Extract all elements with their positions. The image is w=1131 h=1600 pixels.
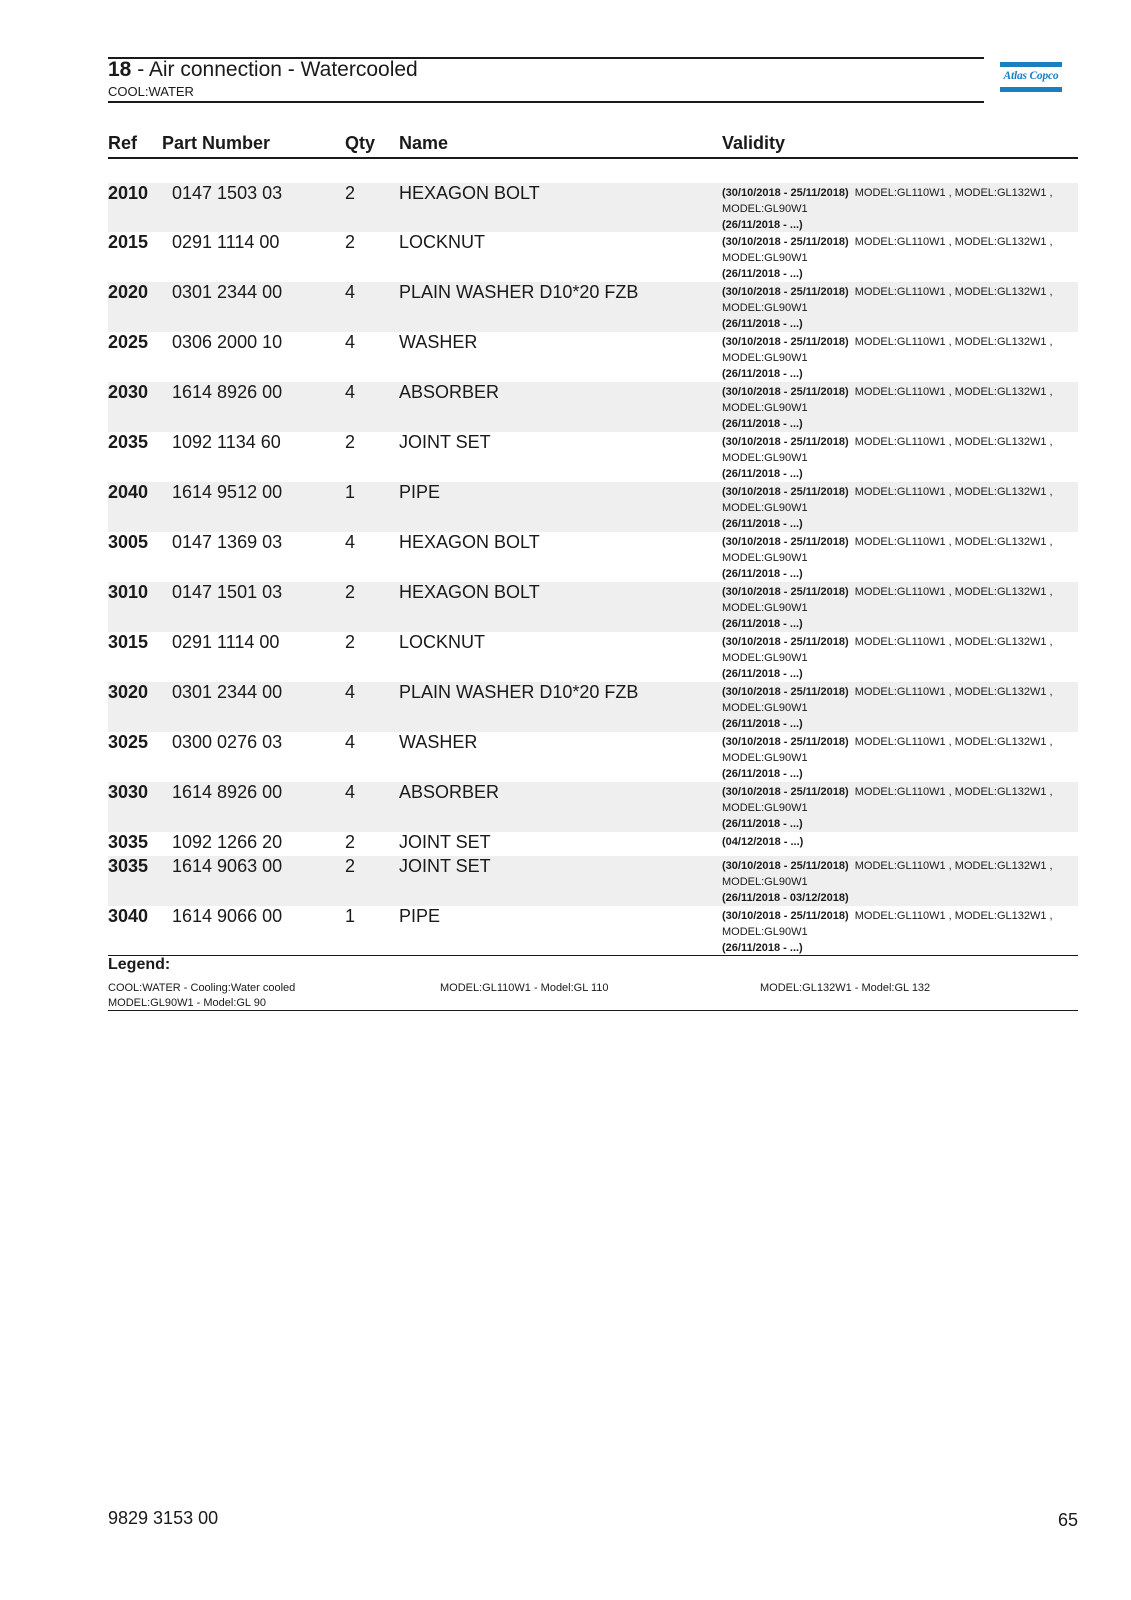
validity-date-range: (30/10/2018 - 25/11/2018) bbox=[722, 236, 849, 248]
table-row bbox=[108, 532, 1078, 582]
row-name: HEXAGON BOLT bbox=[399, 532, 540, 552]
row-qty: 1 bbox=[345, 482, 356, 502]
row-qty: 1 bbox=[345, 906, 356, 926]
column-header-validity: Validity bbox=[722, 133, 786, 153]
legend-bottom-rule bbox=[108, 1010, 1078, 1011]
row-name: WASHER bbox=[399, 332, 478, 352]
row-validity bbox=[722, 234, 1062, 282]
table-row bbox=[108, 906, 1078, 955]
row-part-number: 0301 2344 00 bbox=[172, 682, 283, 702]
row-name: PIPE bbox=[399, 482, 441, 502]
validity-models-cont: MODEL:GL90W1 bbox=[722, 652, 808, 664]
row-part-number: 0147 1369 03 bbox=[172, 532, 283, 552]
validity-models: MODEL:GL110W1 , MODEL:GL132W1 , bbox=[854, 336, 1053, 348]
validity-models-cont: MODEL:GL90W1 bbox=[722, 302, 808, 314]
validity-models-cont: MODEL:GL90W1 bbox=[722, 926, 808, 938]
row-name: ABSORBER bbox=[399, 382, 500, 402]
row-validity bbox=[722, 684, 1062, 732]
table-row bbox=[108, 732, 1078, 782]
table-row bbox=[108, 682, 1078, 732]
row-part-number: 0306 2000 10 bbox=[172, 332, 283, 352]
row-qty: 2 bbox=[345, 232, 356, 252]
row-validity bbox=[722, 634, 1062, 682]
page-title: 18 - Air connection - Watercooled bbox=[108, 58, 418, 81]
validity-date-range: (30/10/2018 - 25/11/2018) bbox=[722, 536, 849, 548]
validity-date-range-2: (26/11/2018 - ...) bbox=[722, 718, 803, 730]
table-row bbox=[108, 432, 1078, 482]
row-qty: 2 bbox=[345, 632, 356, 652]
row-part-number: 0147 1501 03 bbox=[172, 582, 283, 602]
validity-date-range-2: (26/11/2018 - ...) bbox=[722, 518, 803, 530]
validity-models-cont: MODEL:GL90W1 bbox=[722, 552, 808, 564]
row-validity bbox=[722, 858, 1062, 906]
validity-models-cont: MODEL:GL90W1 bbox=[722, 252, 808, 264]
row-name: PLAIN WASHER D10*20 FZB bbox=[399, 682, 639, 702]
legend-item: MODEL:GL90W1 - Model:GL 90 bbox=[108, 997, 266, 1009]
validity-models-cont: MODEL:GL90W1 bbox=[722, 502, 808, 514]
table-row bbox=[108, 232, 1078, 282]
validity-date-range-2: (26/11/2018 - ...) bbox=[722, 768, 803, 780]
row-qty: 2 bbox=[345, 832, 356, 852]
validity-date-range-2: (26/11/2018 - ...) bbox=[722, 942, 803, 954]
validity-date-range: (30/10/2018 - 25/11/2018) bbox=[722, 686, 849, 698]
row-ref: 3020 bbox=[108, 682, 149, 702]
row-ref: 2030 bbox=[108, 382, 149, 402]
logo-top-bar bbox=[1000, 62, 1062, 67]
validity-models: MODEL:GL110W1 , MODEL:GL132W1 , bbox=[854, 436, 1053, 448]
validity-date-range: (30/10/2018 - 25/11/2018) bbox=[722, 436, 849, 448]
validity-models: MODEL:GL110W1 , MODEL:GL132W1 , bbox=[854, 536, 1053, 548]
row-validity bbox=[722, 784, 1062, 832]
table-row bbox=[108, 482, 1078, 532]
validity-date-range: (30/10/2018 - 25/11/2018) bbox=[722, 286, 849, 298]
row-qty: 4 bbox=[345, 332, 356, 352]
validity-models-cont: MODEL:GL90W1 bbox=[722, 876, 808, 888]
row-validity bbox=[722, 834, 1062, 850]
validity-models: MODEL:GL110W1 , MODEL:GL132W1 , bbox=[854, 386, 1053, 398]
validity-date-range: (30/10/2018 - 25/11/2018) bbox=[722, 910, 849, 922]
row-validity bbox=[722, 484, 1062, 532]
validity-date-range-2: (26/11/2018 - 03/12/2018) bbox=[722, 892, 849, 904]
row-name: ABSORBER bbox=[399, 782, 500, 802]
row-ref: 3030 bbox=[108, 782, 149, 802]
row-part-number: 0147 1503 03 bbox=[172, 183, 283, 203]
legend-item: COOL:WATER - Cooling:Water cooled bbox=[108, 982, 296, 994]
section-title: Air connection - Watercooled bbox=[148, 58, 418, 81]
row-validity bbox=[722, 384, 1062, 432]
validity-models-cont: MODEL:GL90W1 bbox=[722, 702, 808, 714]
validity-date-range: (04/12/2018 - ...) bbox=[722, 836, 804, 848]
table-row bbox=[108, 582, 1078, 632]
logo-text: Atlas Copco bbox=[1003, 70, 1059, 82]
validity-date-range-2: (26/11/2018 - ...) bbox=[722, 268, 803, 280]
row-validity bbox=[722, 908, 1062, 956]
document-number: 9829 3153 00 bbox=[108, 1508, 219, 1528]
row-ref: 2020 bbox=[108, 282, 149, 302]
row-validity bbox=[722, 434, 1062, 482]
table-bottom-rule bbox=[108, 955, 1078, 956]
validity-models-cont: MODEL:GL90W1 bbox=[722, 203, 808, 215]
validity-models-cont: MODEL:GL90W1 bbox=[722, 802, 808, 814]
legend-item: MODEL:GL132W1 - Model:GL 132 bbox=[760, 982, 931, 994]
validity-models: MODEL:GL110W1 , MODEL:GL132W1 , bbox=[854, 860, 1053, 872]
row-validity bbox=[722, 185, 1062, 233]
row-part-number: 1614 9063 00 bbox=[172, 856, 283, 876]
logo-bottom-bar bbox=[1000, 87, 1062, 92]
validity-date-range-2: (26/11/2018 - ...) bbox=[722, 668, 803, 680]
validity-date-range-2: (26/11/2018 - ...) bbox=[722, 368, 803, 380]
row-qty: 2 bbox=[345, 432, 356, 452]
legend-title: Legend: bbox=[108, 956, 171, 973]
atlas-copco-logo bbox=[1000, 62, 1062, 94]
row-part-number: 1614 9066 00 bbox=[172, 906, 283, 926]
validity-date-range-2: (26/11/2018 - ...) bbox=[722, 618, 803, 630]
validity-models-cont: MODEL:GL90W1 bbox=[722, 352, 808, 364]
row-name: JOINT SET bbox=[399, 832, 491, 852]
row-validity bbox=[722, 584, 1062, 632]
validity-date-range: (30/10/2018 - 25/11/2018) bbox=[722, 860, 849, 872]
table-row bbox=[108, 782, 1078, 832]
row-part-number: 1614 9512 00 bbox=[172, 482, 283, 502]
row-part-number: 1092 1266 20 bbox=[172, 832, 283, 852]
row-part-number: 0301 2344 00 bbox=[172, 282, 283, 302]
page-subtitle: COOL:WATER bbox=[108, 84, 194, 99]
validity-models: MODEL:GL110W1 , MODEL:GL132W1 , bbox=[854, 486, 1053, 498]
row-name: JOINT SET bbox=[399, 856, 491, 876]
validity-date-range-2: (26/11/2018 - ...) bbox=[722, 418, 803, 430]
row-validity bbox=[722, 734, 1062, 782]
row-part-number: 1092 1134 60 bbox=[172, 432, 281, 452]
row-part-number: 1614 8926 00 bbox=[172, 382, 283, 402]
validity-date-range: (30/10/2018 - 25/11/2018) bbox=[722, 586, 849, 598]
validity-date-range-2: (26/11/2018 - ...) bbox=[722, 318, 803, 330]
validity-date-range: (30/10/2018 - 25/11/2018) bbox=[722, 336, 849, 348]
row-name: PLAIN WASHER D10*20 FZB bbox=[399, 282, 639, 302]
validity-models: MODEL:GL110W1 , MODEL:GL132W1 , bbox=[854, 586, 1053, 598]
row-qty: 4 bbox=[345, 732, 356, 752]
column-header-ref: Ref bbox=[108, 133, 138, 153]
row-name: JOINT SET bbox=[399, 432, 491, 452]
row-ref: 3025 bbox=[108, 732, 149, 752]
row-qty: 4 bbox=[345, 782, 356, 802]
table-header bbox=[108, 131, 1078, 159]
validity-models-cont: MODEL:GL90W1 bbox=[722, 602, 808, 614]
row-qty: 4 bbox=[345, 282, 356, 302]
validity-date-range: (30/10/2018 - 25/11/2018) bbox=[722, 187, 849, 199]
table-row bbox=[108, 332, 1078, 382]
validity-models: MODEL:GL110W1 , MODEL:GL132W1 , bbox=[854, 736, 1053, 748]
row-validity bbox=[722, 284, 1062, 332]
validity-models: MODEL:GL110W1 , MODEL:GL132W1 , bbox=[854, 286, 1053, 298]
validity-models: MODEL:GL110W1 , MODEL:GL132W1 , bbox=[854, 187, 1053, 199]
column-header-part-number: Part Number bbox=[162, 133, 271, 153]
row-ref: 3035 bbox=[108, 832, 149, 852]
row-name: WASHER bbox=[399, 732, 478, 752]
validity-models: MODEL:GL110W1 , MODEL:GL132W1 , bbox=[854, 236, 1053, 248]
row-name: PIPE bbox=[399, 906, 441, 926]
validity-models: MODEL:GL110W1 , MODEL:GL132W1 , bbox=[854, 910, 1053, 922]
table-row bbox=[108, 382, 1078, 432]
row-qty: 2 bbox=[345, 183, 356, 203]
row-ref: 3040 bbox=[108, 906, 149, 926]
row-part-number: 0291 1114 00 bbox=[172, 632, 280, 652]
header-bottom-rule bbox=[108, 101, 984, 103]
validity-models-cont: MODEL:GL90W1 bbox=[722, 402, 808, 414]
row-ref: 3015 bbox=[108, 632, 149, 652]
validity-models: MODEL:GL110W1 , MODEL:GL132W1 , bbox=[854, 686, 1053, 698]
row-qty: 4 bbox=[345, 532, 356, 552]
row-validity bbox=[722, 334, 1062, 382]
row-ref: 3035 bbox=[108, 856, 149, 876]
validity-date-range-2: (26/11/2018 - ...) bbox=[722, 568, 803, 580]
row-validity bbox=[722, 534, 1062, 582]
validity-date-range-2: (26/11/2018 - ...) bbox=[722, 468, 803, 480]
validity-models-cont: MODEL:GL90W1 bbox=[722, 752, 808, 764]
table-row bbox=[108, 832, 1078, 856]
table-row bbox=[108, 632, 1078, 682]
row-ref: 3010 bbox=[108, 582, 149, 602]
row-qty: 2 bbox=[345, 856, 356, 876]
validity-models-cont: MODEL:GL90W1 bbox=[722, 452, 808, 464]
row-ref: 2015 bbox=[108, 232, 149, 252]
row-ref: 2040 bbox=[108, 482, 149, 502]
row-ref: 2025 bbox=[108, 332, 149, 352]
row-qty: 4 bbox=[345, 382, 356, 402]
validity-date-range: (30/10/2018 - 25/11/2018) bbox=[722, 386, 849, 398]
column-header-name: Name bbox=[399, 133, 449, 153]
validity-date-range-2: (26/11/2018 - ...) bbox=[722, 219, 803, 231]
page-number: 65 bbox=[1058, 1510, 1079, 1530]
validity-date-range: (30/10/2018 - 25/11/2018) bbox=[722, 636, 849, 648]
column-header-qty: Qty bbox=[345, 133, 376, 153]
validity-date-range: (30/10/2018 - 25/11/2018) bbox=[722, 736, 849, 748]
table-row bbox=[108, 856, 1078, 906]
row-part-number: 0300 0276 03 bbox=[172, 732, 283, 752]
row-name: HEXAGON BOLT bbox=[399, 582, 540, 602]
validity-date-range: (30/10/2018 - 25/11/2018) bbox=[722, 486, 849, 498]
validity-date-range: (30/10/2018 - 25/11/2018) bbox=[722, 786, 849, 798]
row-part-number: 1614 8926 00 bbox=[172, 782, 283, 802]
validity-models: MODEL:GL110W1 , MODEL:GL132W1 , bbox=[854, 636, 1053, 648]
table-row bbox=[108, 183, 1078, 232]
section-number: 18 bbox=[108, 58, 132, 81]
row-name: LOCKNUT bbox=[399, 232, 486, 252]
row-ref: 2035 bbox=[108, 432, 149, 452]
row-part-number: 0291 1114 00 bbox=[172, 232, 280, 252]
row-qty: 4 bbox=[345, 682, 356, 702]
row-name: HEXAGON BOLT bbox=[399, 183, 540, 203]
row-qty: 2 bbox=[345, 582, 356, 602]
validity-date-range-2: (26/11/2018 - ...) bbox=[722, 818, 803, 830]
table-row bbox=[108, 282, 1078, 332]
validity-models: MODEL:GL110W1 , MODEL:GL132W1 , bbox=[854, 786, 1053, 798]
legend-item: MODEL:GL110W1 - Model:GL 110 bbox=[440, 982, 609, 994]
row-ref: 3005 bbox=[108, 532, 149, 552]
row-ref: 2010 bbox=[108, 183, 149, 203]
row-name: LOCKNUT bbox=[399, 632, 486, 652]
